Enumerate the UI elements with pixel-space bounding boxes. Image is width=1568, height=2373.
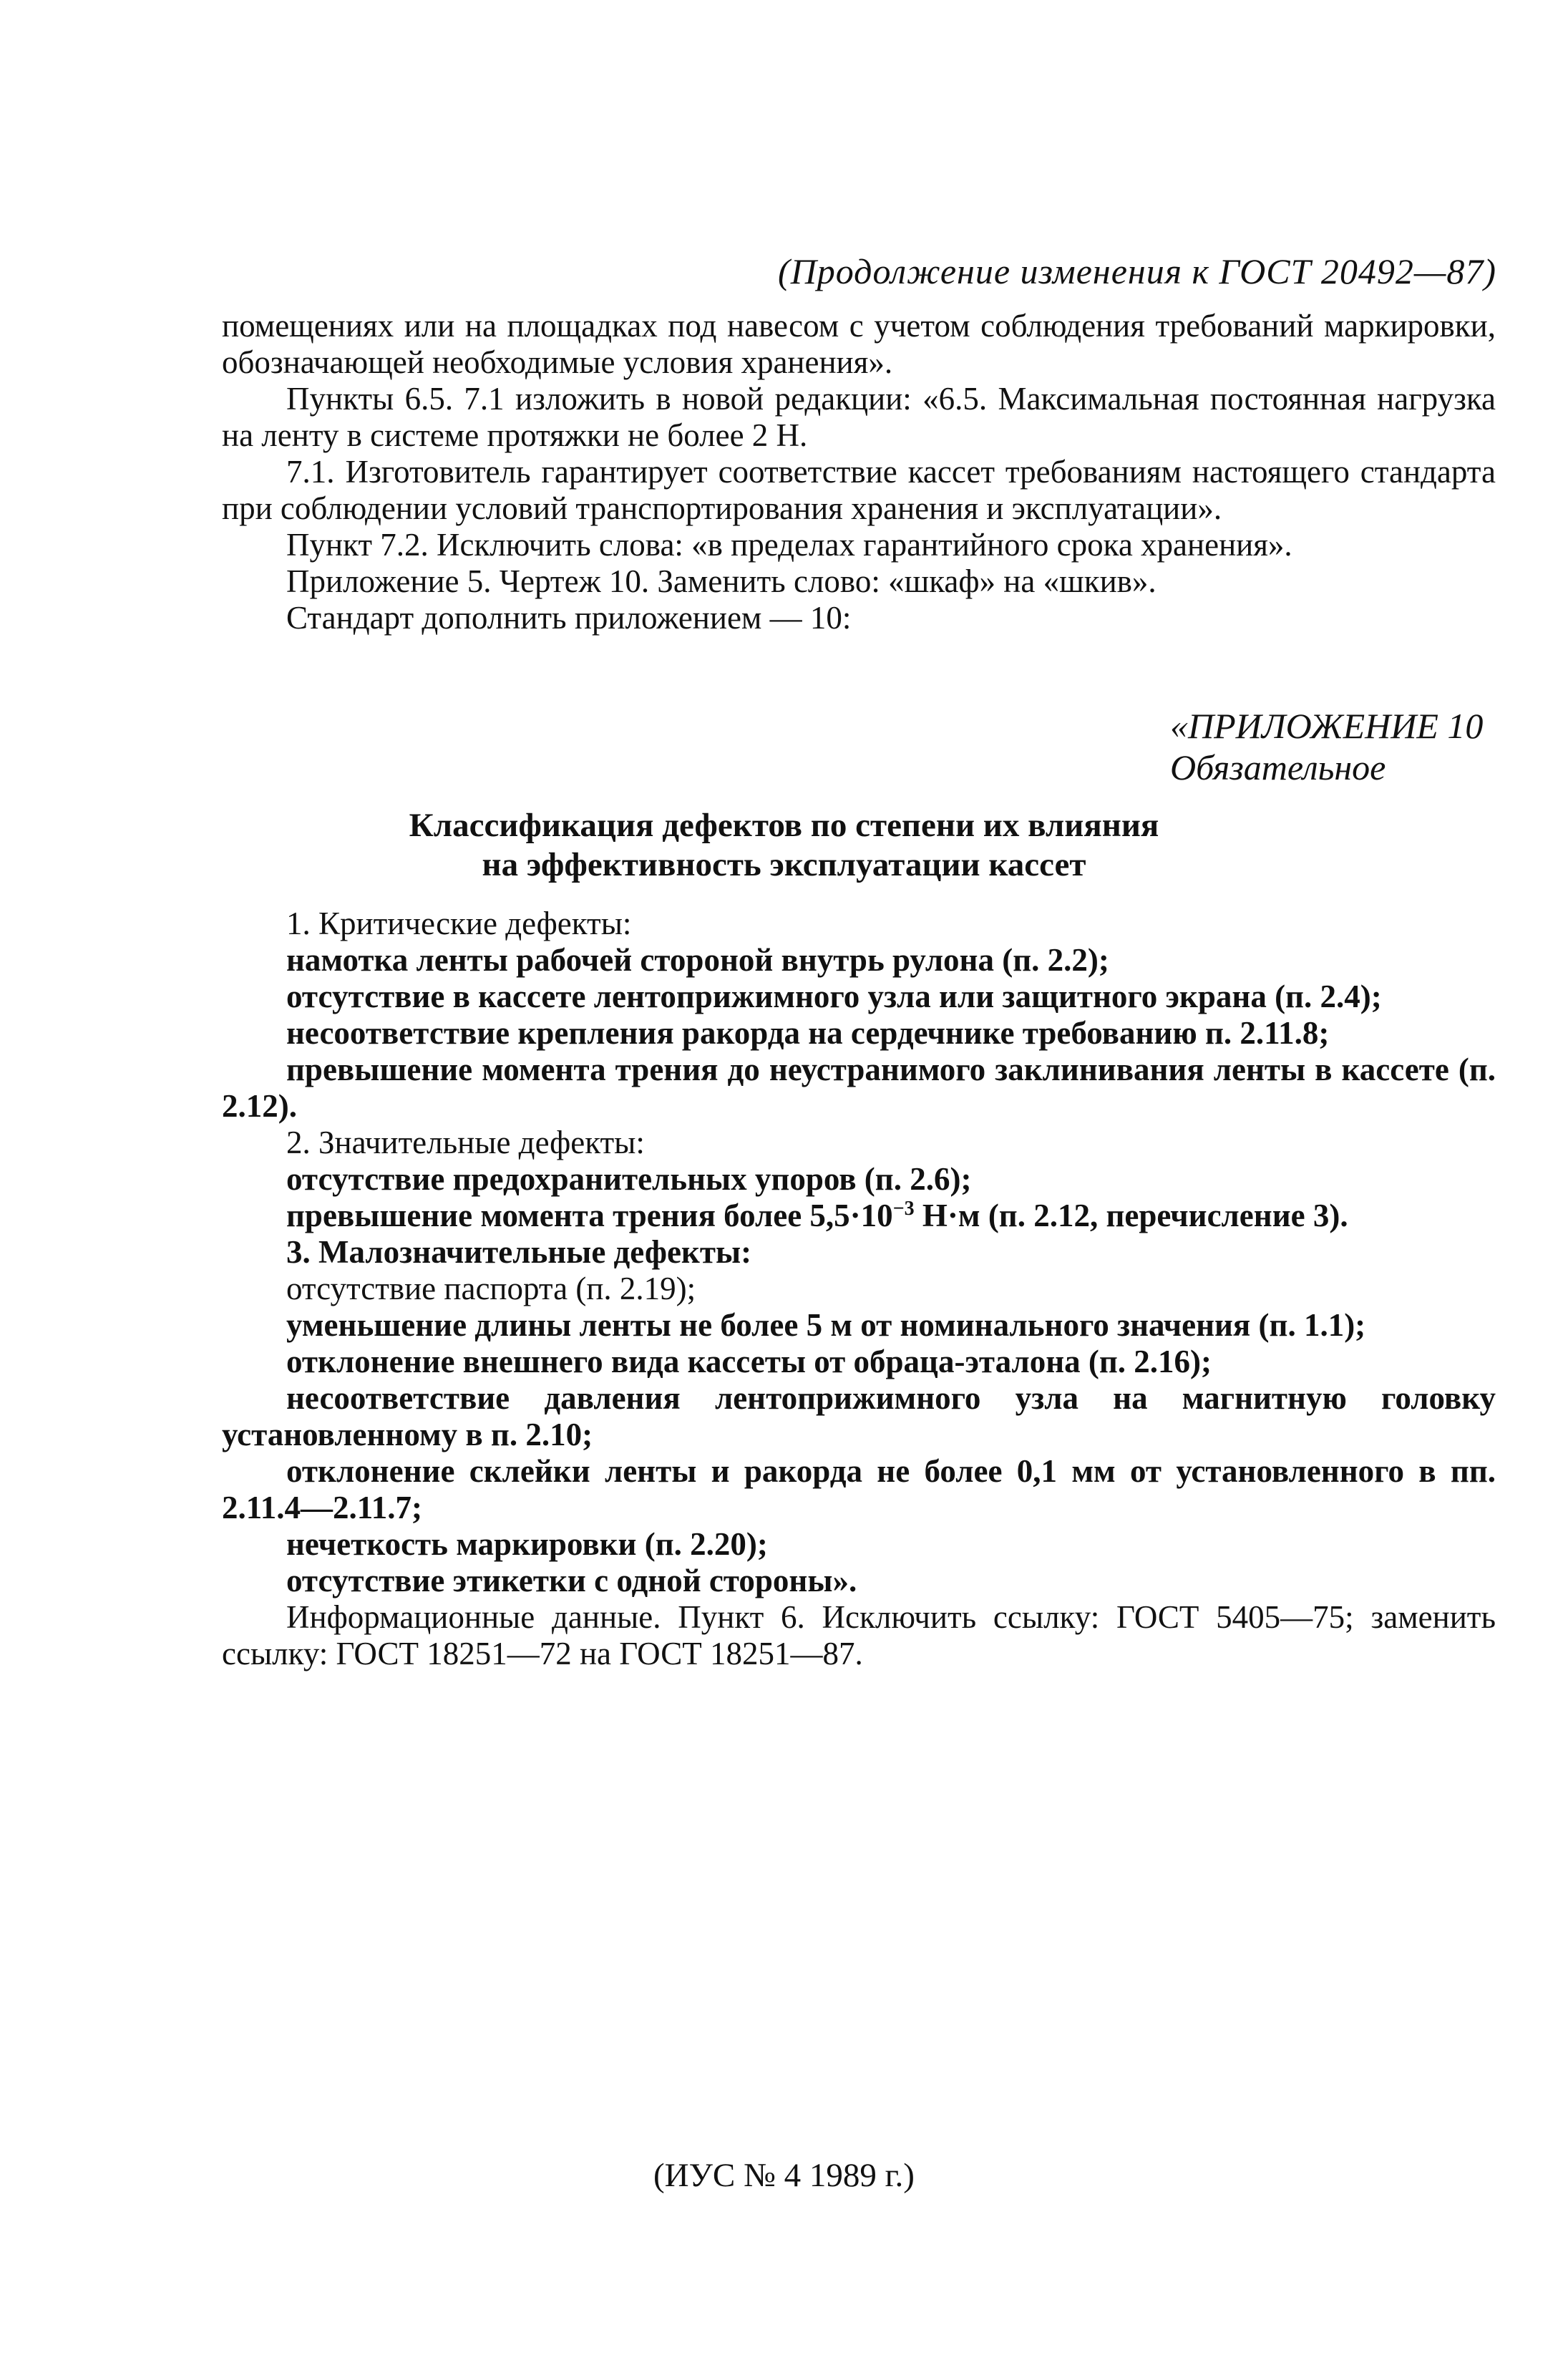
critical-item: несоответствие крепления ракорда на сердечнике требованию п. 2.11.8; bbox=[286, 1015, 1330, 1051]
minor-item: уменьшение длины ленты не более 5 м от номинального значения (п. 1.1); bbox=[286, 1307, 1366, 1343]
critical-item: превышение момента трения до неустранимого заклинивания ленты в кассете (п. 2.12). bbox=[222, 1052, 1496, 1124]
appendix-status: Обязательное bbox=[1170, 747, 1386, 787]
friction-text: превышение момента трения более 5,5·10 bbox=[286, 1198, 893, 1233]
info-paragraph: Информационные данные. Пункт 6. Исключить ссылку: ГОСТ 5405—75; заменить ссылку: ГОСТ 18251—72 на ГОСТ 18251—87. bbox=[222, 1599, 1496, 1671]
friction-units: Н·м (п. 2.12, перечисление 3). bbox=[914, 1198, 1348, 1233]
intro-paragraph-1: помещениях или на площадках под навесом с учетом соблюдения требований маркировки, обозначающей необходимые условия хранения». bbox=[222, 308, 1496, 380]
significant-heading: 2. Значительные дефекты: bbox=[286, 1125, 645, 1160]
classification-title-line-2: на эффективность эксплуатации кассет bbox=[482, 846, 1086, 883]
intro-paragraph-6: Стандарт дополнить приложением — 10: bbox=[286, 600, 852, 636]
classification-title-line-1: Классификация дефектов по степени их влияния bbox=[409, 807, 1159, 844]
minor-item: несоответствие давления лентоприжимного узла на магнитную головку установленному в п. 2.10; bbox=[222, 1380, 1496, 1452]
minor-item: отклонение склейки ленты и ракорда не более 0,1 мм от установленного в пп. 2.11.4—2.11.7; bbox=[222, 1453, 1496, 1525]
intro-paragraph-5: Приложение 5. Чертеж 10. Заменить слово: «шкаф» на «шкив». bbox=[286, 563, 1156, 599]
appendix-label: «ПРИЛОЖЕНИЕ 10 bbox=[1170, 706, 1484, 746]
appendix-label-block bbox=[1170, 705, 1483, 788]
intro-paragraph-2: Пункты 6.5. 7.1 изложить в новой редакции: «6.5. Максимальная постоянная нагрузка на ленту в системе протяжки не более 2 Н. bbox=[222, 381, 1496, 453]
minor-item: отклонение внешнего вида кассеты от обраца-эталона (п. 2.16); bbox=[286, 1344, 1212, 1379]
critical-item: отсутствие в кассете лентоприжимного узла или защитного экрана (п. 2.4); bbox=[286, 979, 1382, 1014]
intro-paragraph-4: Пункт 7.2. Исключить слова: «в пределах гарантийного срока хранения». bbox=[286, 527, 1292, 563]
continuation-header: (Продолжение изменения к ГОСТ 20492—87) bbox=[778, 251, 1496, 291]
classification-title bbox=[0, 806, 1568, 885]
minor-item: нечеткость маркировки (п. 2.20); bbox=[286, 1526, 768, 1562]
intro-section bbox=[222, 308, 1496, 636]
ius-reference: (ИУС № 4 1989 г.) bbox=[653, 2157, 915, 2194]
intro-paragraph-3: 7.1. Изготовитель гарантирует соответствие кассет требованиям настоящего стандарта при соблюдении условий транспортирования хранения и эксплуатации». bbox=[222, 454, 1496, 526]
critical-item: намотка ленты рабочей стороной внутрь рулона (п. 2.2); bbox=[286, 942, 1109, 978]
friction-exponent: −3 bbox=[892, 1198, 915, 1220]
significant-item: отсутствие предохранительных упоров (п. 2.6); bbox=[286, 1161, 972, 1197]
minor-item: отсутствие этикетки с одной стороны». bbox=[286, 1563, 857, 1598]
minor-item: отсутствие паспорта (п. 2.19); bbox=[286, 1271, 696, 1306]
critical-heading: 1. Критические дефекты: bbox=[286, 906, 632, 941]
classification-list bbox=[222, 906, 1496, 1672]
minor-heading: 3. Малозначительные дефекты: bbox=[286, 1234, 752, 1270]
significant-item-friction bbox=[222, 1198, 1496, 1234]
